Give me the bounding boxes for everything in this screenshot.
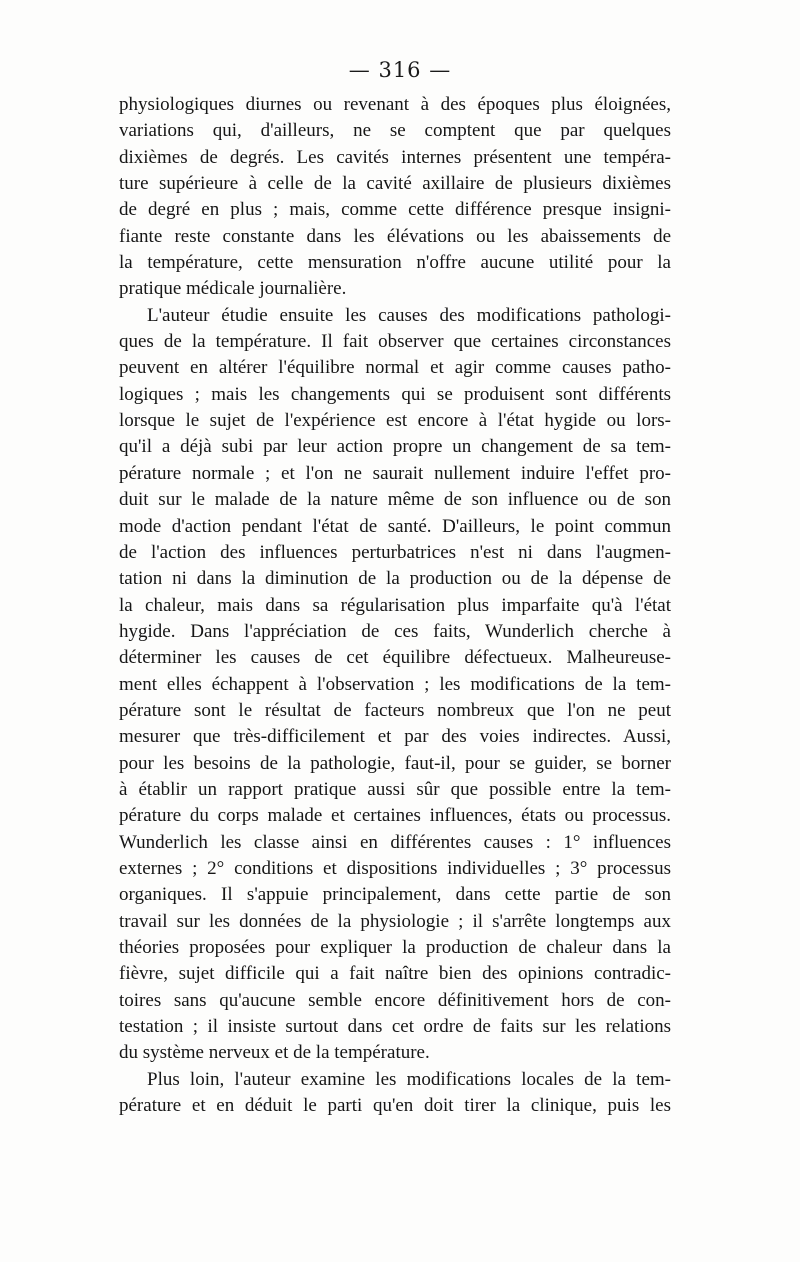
page-number: — 316 — xyxy=(348,58,452,82)
text-line: ture supérieure à celle de la cavité axillaire de plusieurs dixièmes xyxy=(119,173,671,195)
text-line: du système nerveux et de la température. xyxy=(119,1042,430,1064)
text-line: organiques. Il s'appuie principalement, dans cette partie de son xyxy=(119,884,671,906)
text-line: déterminer les causes de cet équilibre défectueux. Malheureuse- xyxy=(119,647,671,669)
text-line: physiologiques diurnes ou revenant à des époques plus éloignées, xyxy=(119,94,671,115)
text-line: mesurer que très-difficilement et par des voies indirectes. Aussi, xyxy=(119,726,671,748)
text-line: pérature normale ; et l'on ne saurait nullement induire l'effet pro- xyxy=(119,462,671,484)
text-line: duit sur le malade de la nature même de son influence ou de son xyxy=(119,489,671,511)
text-line: théories proposées pour expliquer la production de chaleur dans la xyxy=(119,937,671,958)
text-line: de l'action des influences perturbatrices n'est ni dans l'augmen- xyxy=(119,541,671,563)
text-line: de degré en plus ; mais, comme cette différence presque insigni- xyxy=(119,199,671,221)
body-text xyxy=(119,92,671,1119)
text-line: variations qui, d'ailleurs, ne se comptent que par quelques xyxy=(119,120,671,142)
text-line: dixièmes de degrés. Les cavités internes présentent une tempéra- xyxy=(119,146,671,168)
text-line: Plus loin, l'auteur examine les modifications locales de la tem- xyxy=(147,1068,671,1090)
text-line: pour les besoins de la pathologie, faut-il, pour se guider, se borner xyxy=(119,752,671,774)
text-line: toires sans qu'aucune semble encore définitivement hors de con- xyxy=(119,989,671,1011)
text-line: mode d'action pendant l'état de santé. D'ailleurs, le point commun xyxy=(119,515,671,537)
text-line: à établir un rapport pratique aussi sûr que possible entre la tem- xyxy=(119,778,671,800)
text-line: pérature du corps malade et certaines influences, états ou processus. xyxy=(119,805,671,827)
text-line: L'auteur étudie ensuite les causes des modifications pathologi- xyxy=(147,304,671,326)
text-line: fièvre, sujet difficile qui a fait naître bien des opinions contradic- xyxy=(119,963,671,985)
text-line: la chaleur, mais dans sa régularisation plus imparfaite qu'à l'état xyxy=(119,594,671,616)
text-line: pérature sont le résultat de facteurs nombreux que l'on ne peut xyxy=(119,699,671,721)
text-line: qu'il a déjà subi par leur action propre un changement de sa tem- xyxy=(119,436,671,458)
text-line: pérature et en déduit le parti qu'en doit tirer la clinique, puis les xyxy=(119,1095,671,1117)
text-line: peuvent en altérer l'équilibre normal et agir comme causes patho- xyxy=(119,357,671,379)
text-line: la température, cette mensuration n'offre aucune utilité pour la xyxy=(119,252,671,274)
text-line: hygide. Dans l'appréciation de ces faits, Wunderlich cherche à xyxy=(119,620,671,642)
text-line: pratique médicale journalière. xyxy=(119,278,347,300)
text-line: externes ; 2° conditions et dispositions individuelles ; 3° processus xyxy=(119,857,671,879)
text-line: ques de la température. Il fait observer que certaines circonstances xyxy=(119,331,671,353)
text-line: tation ni dans la diminution de la production ou de la dépense de xyxy=(119,568,671,590)
text-line: fiante reste constante dans les élévations ou les abaissements de xyxy=(119,225,671,247)
text-line: lorsque le sujet de l'expérience est encore à l'état hygide ou lors- xyxy=(119,410,671,432)
text-line: testation ; il insiste surtout dans cet ordre de faits sur les relations xyxy=(119,1016,671,1038)
text-line: Wunderlich les classe ainsi en différentes causes : 1° influences xyxy=(119,831,671,853)
text-line: travail sur les données de la physiologie ; il s'arrête longtemps aux xyxy=(119,910,671,932)
text-line: ment elles échappent à l'observation ; les modifications de la tem- xyxy=(119,673,671,695)
text-line: logiques ; mais les changements qui se produisent sont différents xyxy=(119,383,671,405)
